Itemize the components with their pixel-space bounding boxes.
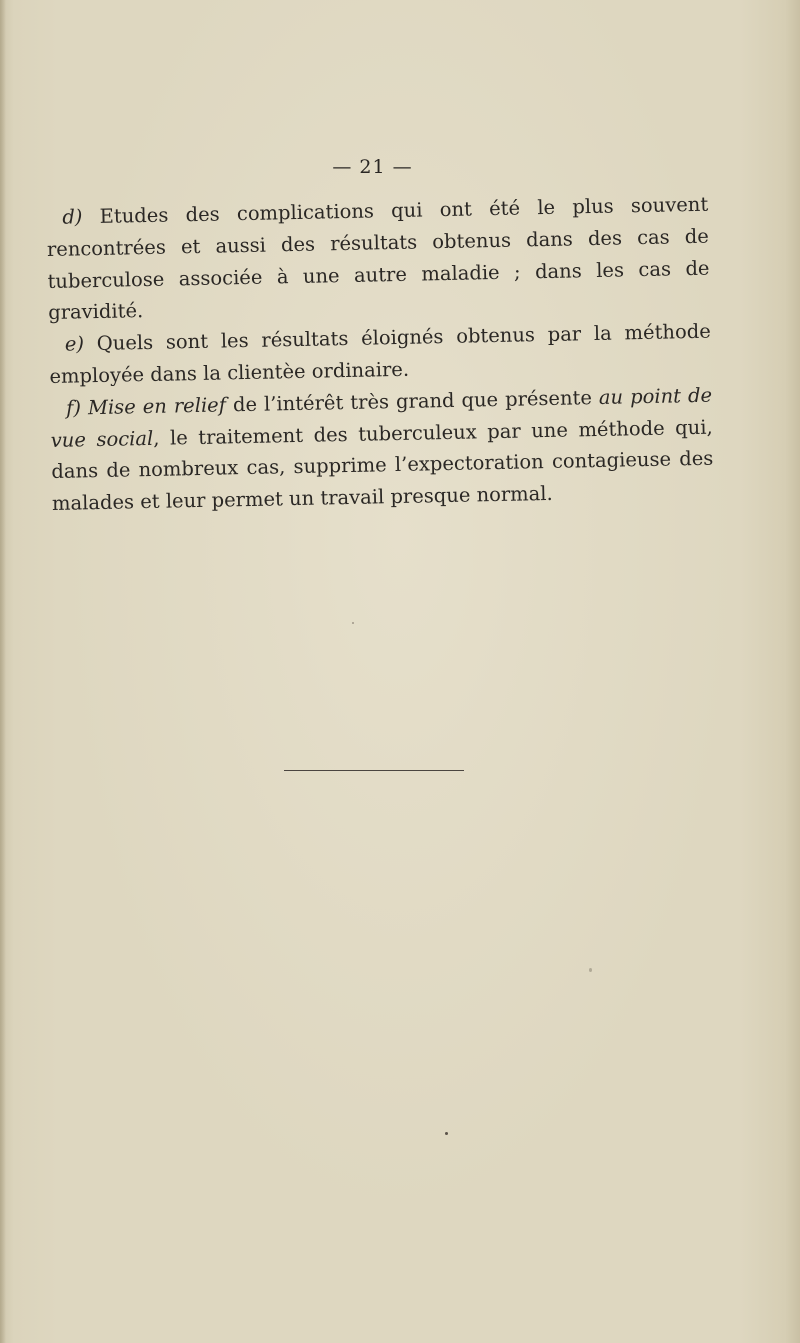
paragraph-d — [46, 189, 710, 329]
paper-speck — [352, 622, 354, 624]
item-marker-e: e) — [64, 332, 85, 356]
paragraph-e-text: Quels sont les résultats éloignés obtenus par la méthode employée dans la clientèe ordinaire. — [49, 319, 711, 388]
item-marker-d: d) — [62, 205, 83, 229]
paragraph-f-italic-mid: au point de vue social — [50, 383, 713, 452]
page-number: — 21 — — [332, 156, 413, 178]
item-marker-f: f) — [65, 396, 82, 420]
paragraph-f — [50, 379, 714, 519]
paper-speck — [445, 1132, 448, 1135]
section-divider — [284, 770, 464, 771]
page-binding-shadow — [0, 0, 6, 1343]
paragraph-d-text: Etudes des complications qui ont été le plus souvent rencontrées et aussi des résultats obtenus dans des cas de tuberculose associée à une autre maladie ; dans les cas de gravidité. — [46, 192, 710, 325]
paragraph-f-text-a: de l’intérêt très grand que présente — [225, 385, 600, 417]
paper-speck — [589, 968, 592, 972]
paragraph-f-italic-lead: Mise en relief — [80, 393, 227, 420]
body-text — [46, 189, 714, 520]
paragraph-f-text-b: , le traitement des tuberculeux par une méthode qui, dans de nombreux cas, supprime l’expectoration contagieuse des malades et leur permet un travail presque normal. — [51, 415, 714, 516]
